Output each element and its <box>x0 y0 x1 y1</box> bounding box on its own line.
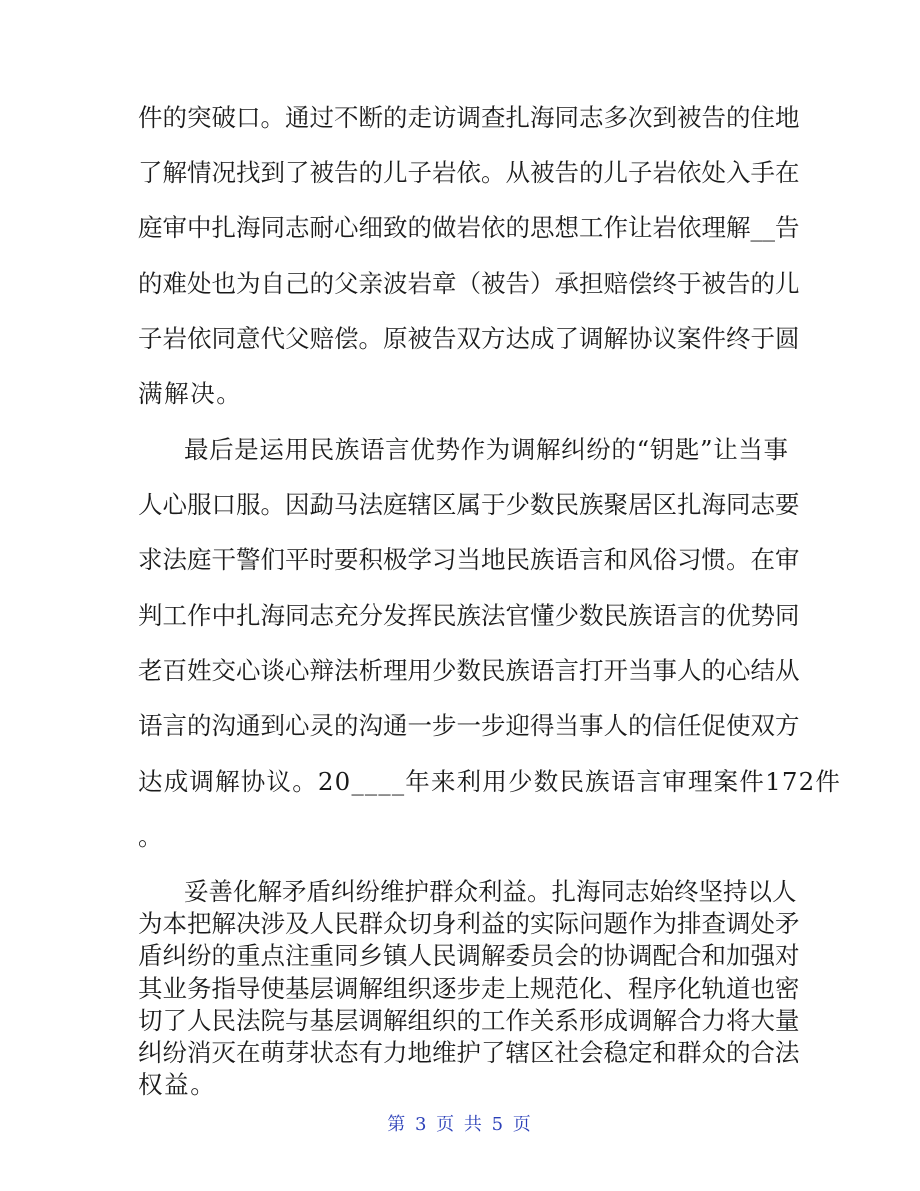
paragraph-3-line-1: 妥善化解矛盾纠纷维护群众利益。扎海同志始终坚持以人 <box>184 877 797 906</box>
paragraph-2-line-1: 最后是运用民族语言优势作为调解纠纷的“钥匙”让当事 <box>184 435 788 464</box>
paragraph-2-line-5: 老百姓交心谈心辩法析理用少数民族语言打开当事人的心结从 <box>138 656 800 685</box>
paragraph-2-line-8: 。 <box>138 822 165 851</box>
paragraph-1-line-6: 满解决。 <box>138 379 243 408</box>
paragraph-1-line-4: 的难处也为自己的父亲波岩章（被告）承担赔偿终于被告的儿 <box>138 269 800 298</box>
paragraph-3-line-3: 盾纠纷的重点注重同乡镇人民调解委员会的协调配合和加强对 <box>138 941 800 971</box>
page-number-footer: 第 3 页 共 5 页 <box>387 1114 533 1135</box>
paragraph-3-line-4: 其业务指导使基层调解组织逐步走上规范化、程序化轨道也密 <box>138 973 800 1003</box>
paragraph-3-line-5: 切了人民法院与基层调解组织的工作关系形成调解合力将大量 <box>138 1005 800 1035</box>
paragraph-1-line-3: 庭审中扎海同志耐心细致的做岩依的思想工作让岩依理解__告 <box>138 213 800 242</box>
paragraph-1-line-5: 子岩依同意代父赔偿。原被告双方达成了调解协议案件终于圆 <box>138 324 800 353</box>
paragraph-3-line-6: 纠纷消灭在萌芽状态有力地维护了辖区社会稳定和群众的合法 <box>138 1037 800 1067</box>
paragraph-1-line-2: 了解情况找到了被告的儿子岩依。从被告的儿子岩依处入手在 <box>138 158 800 187</box>
paragraph-2-line-2: 人心服口服。因勐马法庭辖区属于少数民族聚居区扎海同志要 <box>138 490 800 519</box>
paragraph-2-line-7: 达成调解协议。20____年来利用少数民族语言审理案件172件 <box>138 767 842 796</box>
paragraph-2-line-3: 求法庭干警们平时要积极学习当地民族语言和风俗习惯。在审 <box>138 545 800 574</box>
paragraph-3-line-7: 权益。 <box>138 1070 217 1099</box>
paragraph-1-line-1: 件的突破口。通过不断的走访调查扎海同志多次到被告的住地 <box>138 103 800 132</box>
paragraph-2-line-6: 语言的沟通到心灵的沟通一步一步迎得当事人的信任促使双方 <box>138 711 800 740</box>
paragraph-2-line-4: 判工作中扎海同志充分发挥民族法官懂少数民族语言的优势同 <box>138 601 800 630</box>
paragraph-3-line-2: 为本把解决涉及人民群众切身利益的实际问题作为排查调处矛 <box>138 909 800 939</box>
